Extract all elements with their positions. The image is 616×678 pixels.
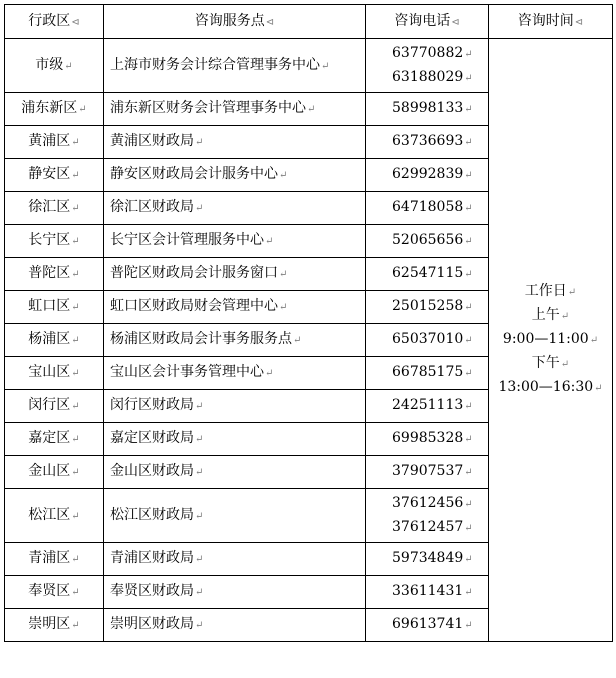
header-time: 咨询时间⊲ [489,5,613,39]
table-body [5,39,613,642]
paragraph-mark-icon: ↵ [279,170,288,181]
district-cell: 杨浦区↵ [5,324,104,357]
paragraph-mark-icon: ⊲ [265,16,275,28]
paragraph-mark-icon: ↵ [71,467,80,478]
paragraph-mark-icon: ↵ [71,170,80,181]
phone-number: 59734849↵ [392,550,473,566]
paragraph-mark-icon: ↵ [464,236,473,247]
phone-number: 63736693↵ [392,133,473,149]
district-cell: 奉贤区↵ [5,576,104,609]
paragraph-mark-icon: ↵ [589,335,599,346]
paragraph-mark-icon: ↵ [195,620,204,631]
paragraph-mark-icon: ↵ [464,522,473,534]
paragraph-mark-icon: ↵ [265,368,274,379]
paragraph-mark-icon: ↵ [321,60,330,72]
phone-cell [366,357,489,390]
phone-cell [366,39,489,93]
paragraph-mark-icon: ↵ [464,401,473,412]
paragraph-mark-icon: ↵ [560,359,570,370]
consult-time-line: 上午↵ [531,307,570,323]
phone-cell [366,324,489,357]
district-cell: 闵行区↵ [5,390,104,423]
paragraph-mark-icon: ↵ [71,554,80,565]
phone-number: 25015258↵ [392,298,473,314]
paragraph-mark-icon: ↵ [464,137,473,148]
service-point-cell: 闵行区财政局↵ [104,390,366,423]
paragraph-mark-icon: ↵ [464,335,473,346]
phone-number: 37612456↵ [392,494,473,511]
paragraph-mark-icon: ↵ [464,620,473,631]
phone-cell [366,225,489,258]
district-cell: 虹口区↵ [5,291,104,324]
service-point-cell: 上海市财务会计综合管理事务中心↵ [104,39,366,93]
paragraph-mark-icon: ↵ [71,335,80,346]
phone-cell [366,192,489,225]
paragraph-mark-icon: ⊲ [71,16,80,28]
paragraph-mark-icon: ↵ [71,587,80,598]
service-point-cell: 黄浦区财政局↵ [104,126,366,159]
paragraph-mark-icon: ↵ [195,510,204,522]
phone-number: 62547115↵ [392,265,473,281]
district-cell: 宝山区↵ [5,357,104,390]
paragraph-mark-icon: ↵ [567,287,577,298]
district-cell: 嘉定区↵ [5,423,104,456]
paragraph-mark-icon: ↵ [195,554,204,565]
phone-number: 63770882↵ [392,44,473,61]
paragraph-mark-icon: ↵ [279,302,288,313]
service-point-cell: 嘉定区财政局↵ [104,423,366,456]
phone-cell [366,390,489,423]
paragraph-mark-icon: ↵ [71,368,80,379]
paragraph-mark-icon: ↵ [71,203,80,214]
phone-number: 63188029↵ [392,68,473,85]
paragraph-mark-icon: ↵ [195,434,204,445]
phone-cell [366,576,489,609]
paragraph-mark-icon: ↵ [464,302,473,313]
paragraph-mark-icon: ⊲ [451,16,460,28]
paragraph-mark-icon: ↵ [293,335,302,346]
paragraph-mark-icon: ↵ [464,587,473,598]
paragraph-mark-icon: ↵ [71,137,80,148]
paragraph-mark-icon: ↵ [71,302,80,313]
paragraph-mark-icon: ↵ [279,269,288,280]
district-cell: 青浦区↵ [5,543,104,576]
paragraph-mark-icon: ↵ [195,587,204,598]
consult-time-cell [489,39,613,642]
phone-number: 24251113↵ [392,397,473,413]
district-cell: 长宁区↵ [5,225,104,258]
phone-number: 64718058↵ [392,199,473,215]
service-point-cell: 崇明区财政局↵ [104,609,366,642]
phone-number: 52065656↵ [392,232,473,248]
service-point-cell: 宝山区会计事务管理中心↵ [104,357,366,390]
paragraph-mark-icon: ↵ [71,434,80,445]
consultation-table [4,4,613,642]
paragraph-mark-icon: ⊲ [574,16,584,28]
phone-number: 37907537↵ [392,463,473,479]
paragraph-mark-icon: ↵ [464,467,473,478]
table-row [5,39,613,93]
phone-number: 69613741↵ [392,616,473,632]
paragraph-mark-icon: ↵ [464,203,473,214]
paragraph-mark-icon: ↵ [464,498,473,510]
phone-cell [366,543,489,576]
service-point-cell: 浦东新区财务会计管理事务中心↵ [104,93,366,126]
district-cell: 徐汇区↵ [5,192,104,225]
service-point-cell: 虹口区财政局财会管理中心↵ [104,291,366,324]
phone-cell [366,609,489,642]
paragraph-mark-icon: ↵ [464,72,473,84]
header-row [5,5,613,39]
consult-time-line: 工作日↵ [524,283,577,299]
phone-cell [366,423,489,456]
paragraph-mark-icon: ↵ [464,554,473,565]
paragraph-mark-icon: ↵ [195,137,204,148]
phone-cell [366,93,489,126]
service-point-cell: 普陀区财政局会计服务窗口↵ [104,258,366,291]
consult-time-line: 9:00—11:00↵ [502,331,599,347]
phone-number: 58998133↵ [392,100,473,116]
paragraph-mark-icon: ↵ [195,203,204,214]
service-point-cell: 长宁区会计管理服务中心↵ [104,225,366,258]
district-cell: 黄浦区↵ [5,126,104,159]
phone-cell [366,258,489,291]
phone-number: 65037010↵ [392,331,473,347]
paragraph-mark-icon: ↵ [195,467,204,478]
service-point-cell: 静安区财政局会计服务中心↵ [104,159,366,192]
service-point-cell: 杨浦区财政局会计事务服务点↵ [104,324,366,357]
paragraph-mark-icon: ↵ [464,269,473,280]
paragraph-mark-icon: ↵ [464,434,473,445]
consult-time-line: 13:00—16:30↵ [498,379,603,395]
district-cell: 松江区↵ [5,489,104,543]
phone-cell [366,456,489,489]
district-cell: 普陀区↵ [5,258,104,291]
phone-cell [366,489,489,543]
district-cell: 市级↵ [5,39,104,93]
paragraph-mark-icon: ↵ [464,368,473,379]
consult-time-line: 下午↵ [531,355,570,371]
district-cell: 崇明区↵ [5,609,104,642]
paragraph-mark-icon: ↵ [594,383,603,394]
header-service-point: 咨询服务点⊲ [104,5,366,39]
district-cell: 金山区↵ [5,456,104,489]
phone-number: 33611431↵ [392,583,473,599]
paragraph-mark-icon: ↵ [195,401,204,412]
phone-cell [366,126,489,159]
service-point-cell: 青浦区财政局↵ [104,543,366,576]
phone-number: 69985328↵ [392,430,473,446]
paragraph-mark-icon: ↵ [71,510,80,522]
header-district: 行政区⊲ [5,5,104,39]
phone-cell [366,159,489,192]
district-cell: 浦东新区↵ [5,93,104,126]
phone-number: 62992839↵ [392,166,473,182]
phone-cell [366,291,489,324]
paragraph-mark-icon: ↵ [265,236,274,247]
paragraph-mark-icon: ↵ [64,60,73,72]
paragraph-mark-icon: ↵ [307,104,316,115]
paragraph-mark-icon: ↵ [71,236,80,247]
district-cell: 静安区↵ [5,159,104,192]
paragraph-mark-icon: ↵ [78,104,87,115]
paragraph-mark-icon: ↵ [71,269,80,280]
paragraph-mark-icon: ↵ [464,170,473,181]
service-point-cell: 奉贤区财政局↵ [104,576,366,609]
paragraph-mark-icon: ↵ [71,620,80,631]
paragraph-mark-icon: ↵ [464,48,473,60]
phone-number: 66785175↵ [392,364,473,380]
paragraph-mark-icon: ↵ [71,401,80,412]
service-point-cell: 金山区财政局↵ [104,456,366,489]
page [4,4,613,642]
phone-number: 37612457↵ [392,518,473,535]
service-point-cell: 徐汇区财政局↵ [104,192,366,225]
paragraph-mark-icon: ↵ [464,104,473,115]
paragraph-mark-icon: ↵ [560,311,570,322]
service-point-cell: 松江区财政局↵ [104,489,366,543]
header-phone: 咨询电话⊲ [366,5,489,39]
